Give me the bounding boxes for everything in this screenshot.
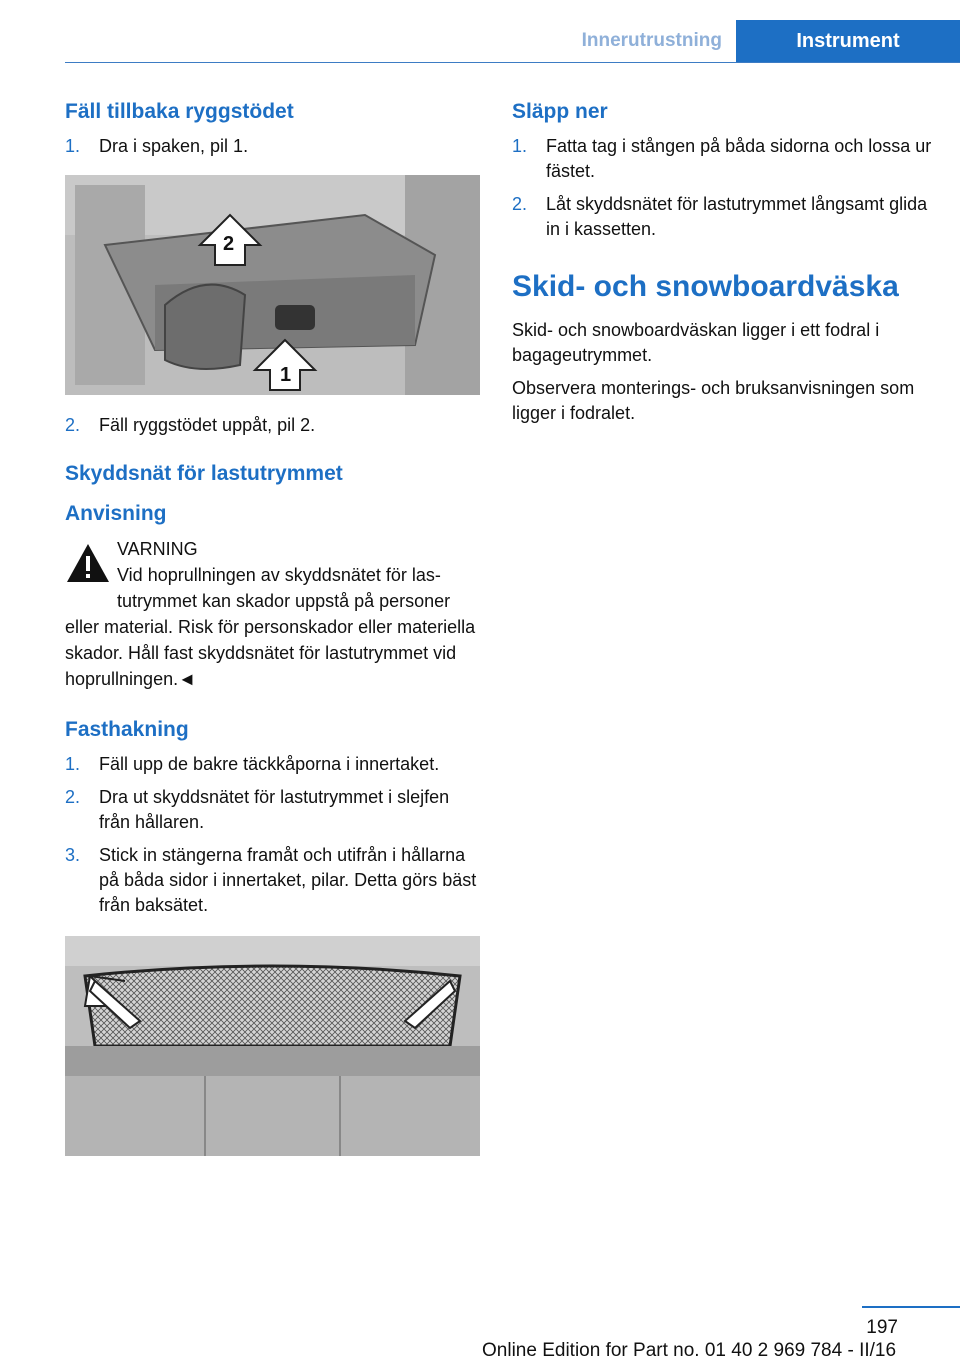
step-text: Stick in stängerna framåt och utifrån i hållarna på båda sidor i innertaket, pilar. Detta görs bäst från baksätet. bbox=[99, 845, 477, 915]
left-column bbox=[65, 100, 480, 1174]
fold-back-heading: Fäll tillbaka ryggstödet bbox=[65, 100, 294, 123]
net-heading: Skyddsnät för lastutrymmet bbox=[65, 462, 343, 485]
arrow-label-2: 2 bbox=[223, 233, 235, 255]
step-text: Dra i spaken, pil 1. bbox=[99, 136, 249, 156]
step-number: 2. bbox=[65, 415, 81, 435]
list-item bbox=[65, 752, 480, 777]
list-item bbox=[65, 843, 480, 918]
step-number: 3. bbox=[65, 845, 81, 865]
luggage-net-illustration bbox=[65, 936, 480, 1156]
release-steps bbox=[512, 134, 932, 242]
step-text: Låt skyddsnätet för lastutrymmet långsamt glida in i kassetten. bbox=[546, 194, 928, 239]
step-number: 1. bbox=[512, 136, 528, 156]
footer-rule bbox=[862, 1306, 960, 1308]
warning-label: VARNING bbox=[117, 539, 198, 559]
notice-heading: Anvisning bbox=[65, 502, 167, 525]
step-text: Dra ut skyddsnätet för lastutrymmet i slejfen från hållaren. bbox=[99, 787, 450, 832]
ski-bag-heading: Skid- och snowboardväska bbox=[512, 270, 899, 303]
header-chapter-tab: Instrument bbox=[736, 20, 960, 63]
list-item bbox=[65, 134, 480, 159]
fold-back-steps bbox=[65, 134, 480, 159]
step-text: Fatta tag i stången på båda sidorna och lossa ur fästet. bbox=[546, 136, 932, 181]
ski-bag-paragraph-1: Skid- och snowboardväskan ligger i ett fodral i bagageutrymmet. bbox=[512, 320, 880, 365]
arrow-label-1: 1 bbox=[280, 364, 292, 386]
step-number: 2. bbox=[512, 194, 528, 214]
attach-steps bbox=[65, 752, 480, 918]
warning-text: Vid hoprullningen av skyddsnätet för lastutrymmet kan skador uppstå på personer eller material. Risk för personskador eller materiella skador. Håll fast skyddsnätet för lastutrymmet vid hoprullningen.◄ bbox=[65, 565, 476, 689]
list-item bbox=[65, 785, 480, 835]
list-item bbox=[65, 413, 480, 438]
step-number: 1. bbox=[65, 136, 81, 156]
step-text: Fäll ryggstödet uppåt, pil 2. bbox=[99, 415, 316, 435]
step-text: Fäll upp de bakre täckkåporna i innertaket. bbox=[99, 754, 440, 774]
list-item bbox=[512, 192, 932, 242]
fold-back-steps-cont bbox=[65, 413, 480, 438]
right-column bbox=[512, 100, 932, 434]
release-heading: Släpp ner bbox=[512, 100, 608, 123]
header-rule bbox=[65, 62, 960, 63]
footer-edition: Online Edition for Part no. 01 40 2 969 784 - II/16 bbox=[482, 1340, 897, 1361]
step-number: 1. bbox=[65, 754, 81, 774]
warning-triangle-icon bbox=[65, 540, 111, 586]
attach-heading: Fasthakning bbox=[65, 718, 189, 741]
header-section-title: Innerutrustning bbox=[581, 30, 722, 51]
warning-block bbox=[65, 536, 480, 692]
seat-backrest-illustration bbox=[65, 175, 480, 395]
step-number: 2. bbox=[65, 787, 81, 807]
list-item bbox=[512, 134, 932, 184]
page-number: 197 bbox=[866, 1317, 898, 1338]
ski-bag-paragraph-2: Observera monterings- och bruksanvisningen som ligger i fodralet. bbox=[512, 378, 915, 423]
